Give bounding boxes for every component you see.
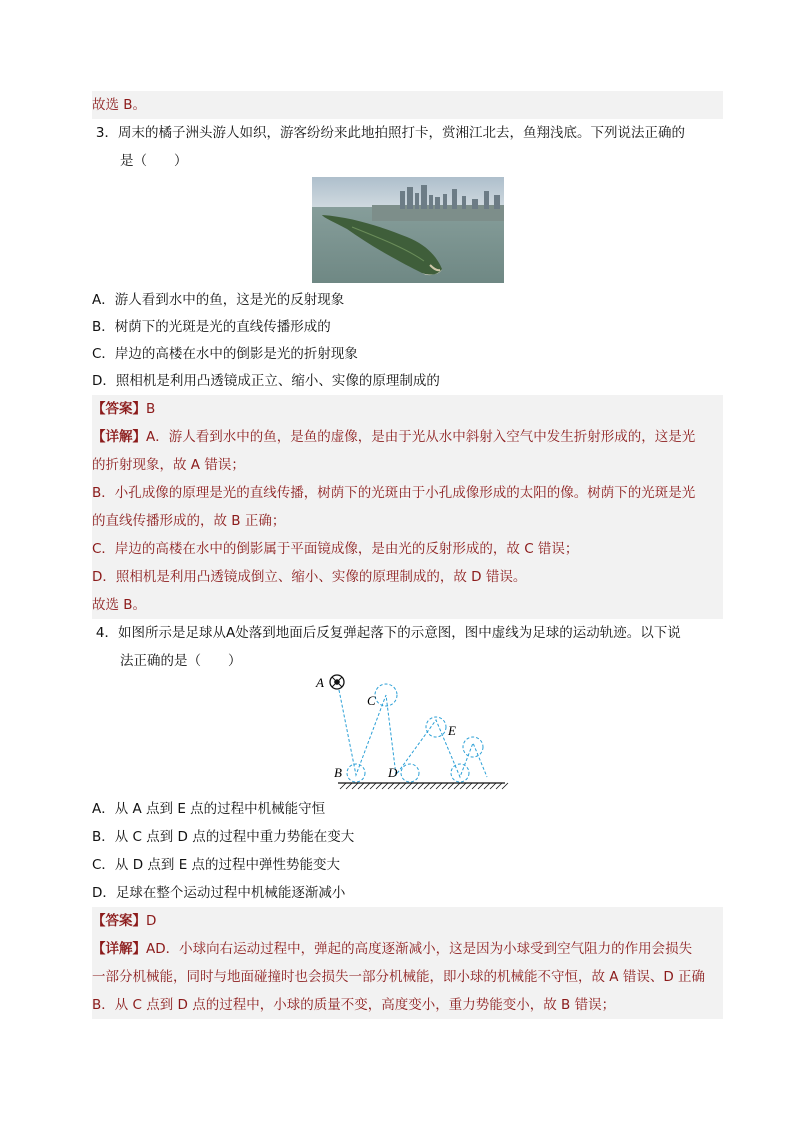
- q4-answer-tag: 【答案】: [92, 913, 146, 929]
- ground-hatch-mark: [364, 783, 370, 789]
- q4-detail-line3: B．从 C 点到 D 点的过程中，小球的质量不变，高度变小，重力势能变小，故 B 错误；: [92, 991, 723, 1019]
- q4-number: 4．: [95, 625, 118, 641]
- q3-conclusion: 故选 B。: [92, 591, 723, 619]
- ground-hatch-mark: [340, 783, 346, 789]
- ground-hatch-mark: [418, 783, 424, 789]
- q3-option-c: C．岸边的高楼在水中的倒影是光的折射现象: [92, 346, 358, 362]
- q3-detail-line6: D．照相机是利用凸透镜成倒立、缩小、实像的原理制成的，故 D 错误。: [92, 563, 723, 591]
- q3-option-a: A．游人看到水中的鱼，这是光的反射现象: [92, 292, 345, 308]
- q4-stem-line2: 法正确的是（ ）: [120, 653, 242, 669]
- ground-hatch-mark: [352, 783, 358, 789]
- q3-detail-text-1: A．游人看到水中的鱼，是鱼的虚像，是由于光从水中斜射入空气中发生折射形成的，这是光: [146, 429, 696, 445]
- q3-detail-line4: 的直线传播形成的，故 B 正确；: [92, 507, 723, 535]
- orange-island-photo: [312, 177, 504, 283]
- q3-option-b: B．树荫下的光斑是光的直线传播形成的: [92, 319, 331, 335]
- ground-hatch-mark: [448, 783, 454, 789]
- q4-stem-line1: [92, 619, 723, 647]
- q4-option-a: A．从 A 点到 E 点的过程中机械能守恒: [92, 801, 326, 817]
- ground-hatch-mark: [382, 783, 388, 789]
- ground-hatch-mark: [496, 783, 502, 789]
- q3-detail-line5: C．岸边的高楼在水中的倒影属于平面镜成像，是由光的反射形成的，故 C 错误；: [92, 535, 723, 563]
- ground-hatch-mark: [478, 783, 484, 789]
- q3-detail-line3: B．小孔成像的原理是光的直线传播，树荫下的光斑由于小孔成像形成的太阳的像。树荫下的光斑是光: [92, 479, 723, 507]
- q3-option-d: D．照相机是利用凸透镜成正立、缩小、实像的原理制成的: [92, 373, 440, 389]
- ground-hatch-mark: [370, 783, 376, 789]
- q3-text-line1: 周末的橘子洲头游人如织，游客纷纷来此地拍照打卡，赏湘江北去，鱼翔浅底。下列说法正确的: [118, 125, 685, 141]
- q3-detail-tag: 【详解】: [92, 429, 146, 445]
- label-e: E: [448, 723, 456, 738]
- q4-detail-line1: [92, 935, 723, 963]
- q3-stem-line1: [92, 119, 723, 147]
- prev-conclusion: 故选 B。: [92, 91, 723, 119]
- ground-hatch-mark: [388, 783, 394, 789]
- ground-hatch-mark: [424, 783, 430, 789]
- q3-detail-line2: 的折射现象，故 A 错误；: [92, 451, 723, 479]
- ground-hatch-mark: [454, 783, 460, 789]
- ground-hatch-mark: [346, 783, 352, 789]
- ground-hatch-mark: [460, 783, 466, 789]
- label-d: D: [388, 765, 398, 780]
- ground-hatch-mark: [430, 783, 436, 789]
- ground-hatch-mark: [490, 783, 496, 789]
- q3-detail-line1: [92, 423, 723, 451]
- ground-hatch-mark: [484, 783, 490, 789]
- ground-hatch-mark: [400, 783, 406, 789]
- ground-hatch-mark: [442, 783, 448, 789]
- ground-hatch-mark: [466, 783, 472, 789]
- q3-answer-tag: 【答案】: [92, 401, 146, 417]
- label-a: A: [316, 675, 324, 690]
- ground-hatch-mark: [358, 783, 364, 789]
- q4-answer-row: [92, 907, 723, 935]
- q4-option-b: B．从 C 点到 D 点的过程中重力势能在变大: [92, 829, 355, 845]
- ground-hatch-mark: [472, 783, 478, 789]
- ground-hatch-mark: [436, 783, 442, 789]
- q4-detail-line2: 一部分机械能，同时与地面碰撞时也会损失一部分机械能，即小球的机械能不守恒，故 A 错误、D 正确: [92, 963, 723, 991]
- q4-detail-text-1: AD．小球向右运动过程中，弹起的高度逐渐减小，这是因为小球受到空气阻力的作用会损失: [146, 941, 693, 957]
- ground-hatch-mark: [502, 783, 508, 789]
- q4-text-line1: 如图所示是足球从A处落到地面后反复弹起落下的示意图，图中虚线为足球的运动轨迹。以下说: [118, 625, 681, 641]
- q3-answer-value: B: [146, 401, 156, 417]
- label-b: B: [334, 765, 342, 780]
- q3-number: 3．: [95, 125, 118, 141]
- q4-answer-value: D: [146, 913, 157, 929]
- q4-option-d: D．足球在整个运动过程中机械能逐渐减小: [92, 885, 346, 901]
- q3-answer-row: [92, 395, 723, 423]
- q4-option-c: C．从 D 点到 E 点的过程中弹性势能变大: [92, 857, 341, 873]
- ground-hatch-mark: [376, 783, 382, 789]
- bouncing-ball-diagram: [310, 665, 510, 790]
- ground-hatch-mark: [394, 783, 400, 789]
- ground-hatch-mark: [406, 783, 412, 789]
- label-c: C: [367, 693, 376, 708]
- q4-detail-tag: 【详解】: [92, 941, 146, 957]
- q3-stem-line2: 是（ ）: [120, 153, 188, 169]
- ground-hatch-mark: [412, 783, 418, 789]
